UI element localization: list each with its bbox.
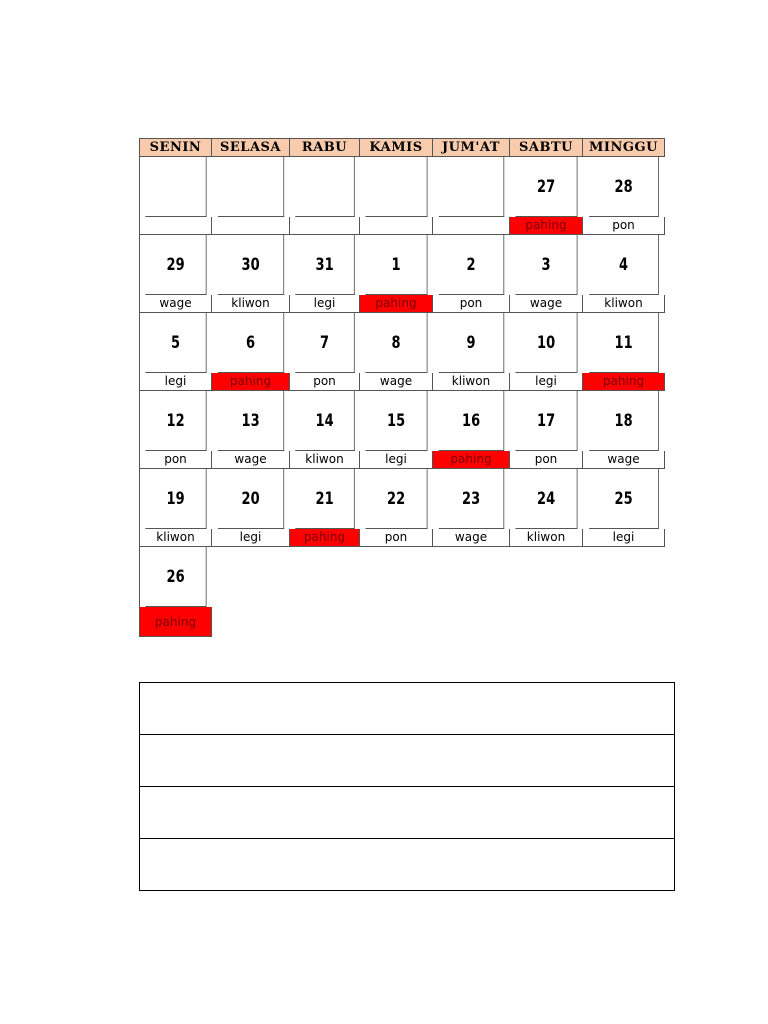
date-cell[interactable]: 12 <box>145 391 206 451</box>
notes-row[interactable] <box>140 683 674 735</box>
date-cell[interactable]: 24 <box>515 469 577 529</box>
empty-cell <box>290 607 360 637</box>
date-cell[interactable]: 1 <box>365 235 427 295</box>
pasaran-cell: pahing <box>360 295 433 313</box>
date-cell[interactable]: 9 <box>439 313 504 373</box>
pasaran-cell: pahing <box>510 217 583 235</box>
date-cell[interactable]: 16 <box>439 391 504 451</box>
date-cell[interactable]: 19 <box>145 469 206 529</box>
pasaran-cell: pon <box>583 217 665 235</box>
pasaran-cell: pon <box>510 451 583 469</box>
pasaran-cell: legi <box>290 295 360 313</box>
date-cell[interactable]: 31 <box>295 235 355 295</box>
pasaran-cell: kliwon <box>140 529 212 547</box>
notes-row[interactable] <box>140 839 674 890</box>
date-cell[interactable]: 28 <box>589 157 659 217</box>
empty-cell <box>510 607 583 637</box>
pasaran-cell: pahing <box>433 451 510 469</box>
empty-cell <box>433 547 510 607</box>
empty-cell <box>360 607 433 637</box>
day-header: JUM'AT <box>433 139 510 157</box>
pasaran-cell: kliwon <box>290 451 360 469</box>
pasaran-cell <box>290 217 360 235</box>
pasaran-cell <box>433 217 510 235</box>
pasaran-cell: pahing <box>140 607 212 637</box>
date-cell[interactable]: 23 <box>439 469 504 529</box>
pasaran-cell: pon <box>360 529 433 547</box>
pasaran-cell: legi <box>583 529 665 547</box>
empty-cell <box>212 607 290 637</box>
date-cell[interactable]: 21 <box>295 469 355 529</box>
empty-cell <box>290 547 360 607</box>
empty-cell <box>433 607 510 637</box>
empty-cell <box>583 607 665 637</box>
notes-row[interactable] <box>140 735 674 787</box>
calendar-grid <box>139 138 665 637</box>
date-cell[interactable]: 15 <box>365 391 427 451</box>
pasaran-cell <box>140 217 212 235</box>
pasaran-cell: wage <box>583 451 665 469</box>
date-cell[interactable]: 29 <box>145 235 206 295</box>
pasaran-cell: wage <box>360 373 433 391</box>
day-header: MINGGU <box>583 139 665 157</box>
date-cell[interactable]: 8 <box>365 313 427 373</box>
date-cell[interactable]: 11 <box>589 313 659 373</box>
date-cell[interactable]: 25 <box>589 469 659 529</box>
pasaran-cell: legi <box>360 451 433 469</box>
date-cell[interactable]: 2 <box>439 235 504 295</box>
pasaran-cell: kliwon <box>433 373 510 391</box>
pasaran-cell: legi <box>140 373 212 391</box>
pasaran-cell: kliwon <box>212 295 290 313</box>
pasaran-cell: pon <box>433 295 510 313</box>
date-cell[interactable]: 20 <box>218 469 284 529</box>
date-cell[interactable] <box>365 157 427 217</box>
pasaran-cell: legi <box>212 529 290 547</box>
date-cell[interactable] <box>439 157 504 217</box>
pasaran-cell: wage <box>510 295 583 313</box>
date-cell[interactable] <box>218 157 284 217</box>
date-cell[interactable]: 6 <box>218 313 284 373</box>
pasaran-cell: pahing <box>583 373 665 391</box>
date-cell[interactable]: 5 <box>145 313 206 373</box>
date-cell[interactable]: 7 <box>295 313 355 373</box>
pasaran-cell: wage <box>433 529 510 547</box>
date-cell[interactable]: 3 <box>515 235 577 295</box>
pasaran-cell: pon <box>290 373 360 391</box>
notes-row[interactable] <box>140 787 674 839</box>
date-cell[interactable]: 26 <box>145 547 206 607</box>
empty-cell <box>212 547 290 607</box>
pasaran-cell: wage <box>140 295 212 313</box>
empty-cell <box>510 547 583 607</box>
pasaran-cell: kliwon <box>583 295 665 313</box>
empty-cell <box>360 547 433 607</box>
day-header: RABU <box>290 139 360 157</box>
date-cell[interactable]: 14 <box>295 391 355 451</box>
day-header: SELASA <box>212 139 290 157</box>
day-header: SENIN <box>140 139 212 157</box>
pasaran-cell <box>360 217 433 235</box>
date-cell[interactable]: 13 <box>218 391 284 451</box>
notes-table <box>139 682 675 891</box>
date-cell[interactable]: 17 <box>515 391 577 451</box>
date-cell[interactable] <box>295 157 355 217</box>
pasaran-cell: wage <box>212 451 290 469</box>
date-cell[interactable]: 27 <box>515 157 577 217</box>
empty-cell <box>583 547 665 607</box>
date-cell[interactable]: 22 <box>365 469 427 529</box>
pasaran-cell: pahing <box>290 529 360 547</box>
pasaran-cell: legi <box>510 373 583 391</box>
date-cell[interactable] <box>145 157 206 217</box>
pasaran-cell <box>212 217 290 235</box>
pasaran-cell: pon <box>140 451 212 469</box>
day-header: SABTU <box>510 139 583 157</box>
date-cell[interactable]: 18 <box>589 391 659 451</box>
date-cell[interactable]: 10 <box>515 313 577 373</box>
date-cell[interactable]: 30 <box>218 235 284 295</box>
date-cell[interactable]: 4 <box>589 235 659 295</box>
pasaran-cell: pahing <box>212 373 290 391</box>
pasaran-cell: kliwon <box>510 529 583 547</box>
day-header: KAMIS <box>360 139 433 157</box>
